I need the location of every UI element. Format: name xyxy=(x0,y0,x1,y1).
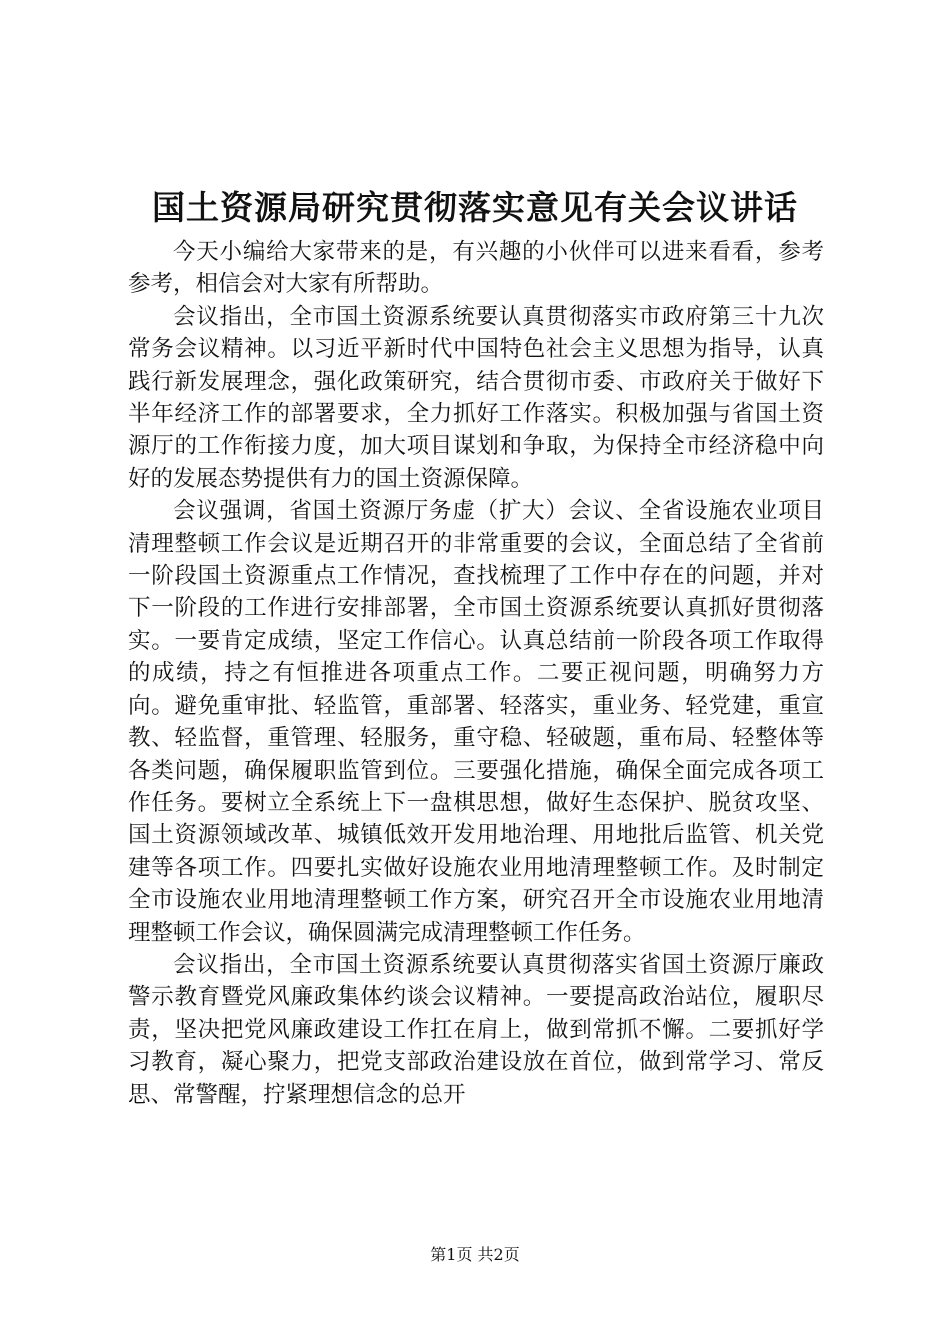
paragraph-meeting-point-2: 会议指出，全市国土资源系统要认真贯彻落实省国土资源厅廉政警示教育暨党风廉政集体约谈会议精神。一要提高政治站位，履职尽责，坚决把党风廉政建设工作扛在肩上，做到常抓不懈。二要抓好学习教育，凝心聚力，把党支部政治建设放在首位，做到常学习、常反思、常警醒，拧紧理想信念的总开 xyxy=(128,951,824,1108)
paragraph-meeting-emphasis: 会议强调，省国土资源厅务虚（扩大）会议、全省设施农业项目清理整顿工作会议是近期召开的非常重要的会议，全面总结了全省前一阶段国土资源重点工作情况，查找梳理了工作中存在的问题，并对下一阶段的工作进行安排部署，全市国土资源系统要认真抓好贯彻落实。一要肯定成绩，坚定工作信心。认真总结前一阶段各项工作取得的成绩，持之有恒推进各项重点工作。二要正视问题，明确努力方向。避免重审批、轻监管，重部署、轻落实，重业务、轻党建，重宣教、轻监督，重管理、轻服务，重守稳、轻破题，重布局、轻整体等各类问题，确保履职监管到位。三要强化措施，确保全面完成各项工作任务。要树立全系统上下一盘棋思想，做好生态保护、脱贫攻坚、国土资源领域改革、城镇低效开发用地治理、用地批后监管、机关党建等各项工作。四要扎实做好设施农业用地清理整顿工作。及时制定全市设施农业用地清理整顿工作方案，研究召开全市设施农业用地清理整顿工作会议，确保圆满完成清理整顿工作任务。 xyxy=(128,498,824,946)
document-body xyxy=(128,236,824,1111)
page-footer: 第1页 共2页 xyxy=(430,1245,520,1264)
paragraph-intro: 今天小编给大家带来的是，有兴趣的小伙伴可以进来看看，参考参考，相信会对大家有所帮助。 xyxy=(128,239,824,298)
paragraph-meeting-point-1: 会议指出，全市国土资源系统要认真贯彻落实市政府第三十九次常务会议精神。以习近平新时代中国特色社会主义思想为指导，认真践行新发展理念，强化政策研究，结合贯彻市委、市政府关于做好下半年经济工作的部署要求，全力抓好工作落实。积极加强与省国土资源厅的工作衔接力度，加大项目谋划和争取，为保持全市经济稳中向好的发展态势提供有力的国土资源保障。 xyxy=(128,303,824,492)
document-title: 国土资源局研究贯彻落实意见有关会议讲话 xyxy=(152,188,798,227)
